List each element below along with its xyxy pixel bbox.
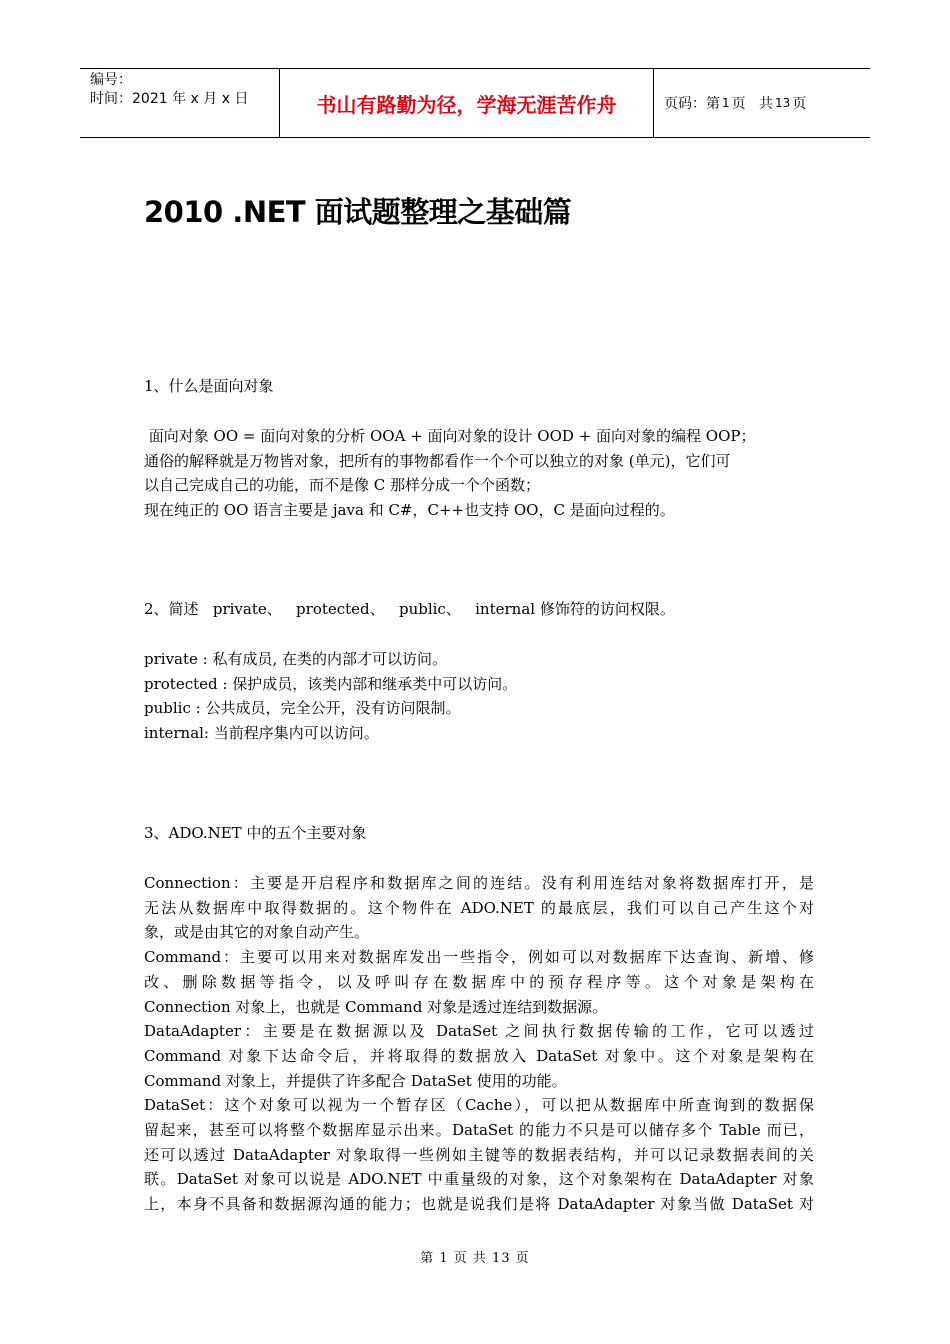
code-label: 编号： (90, 72, 132, 88)
paragraph-line: 面向对象 OO = 面向对象的分析 OOA + 面向对象的设计 OOD + 面向对象的编程 OOP； (144, 427, 756, 445)
section-1-heading (144, 374, 814, 399)
paragraph-line: Command 对象下达命令后，并将取得的数据放入 DataSet 对象中。这个对象是架构在 (144, 1046, 814, 1065)
header-page-info (654, 69, 870, 137)
paragraph-line: 以自己完成自己的功能，而不是像 C 那样分成一个个函数； (144, 476, 541, 495)
section-heading: 1、什么是面向对象 (144, 377, 274, 395)
paragraph-line: Connection：主要是开启程序和数据库之间的连结。没有利用连结对象将数据库打开，是 (144, 874, 814, 892)
date-line: 时间：2021 年 x 月 x 日 (90, 91, 249, 107)
section-heading: 3、ADO.NET 中的五个主要对象 (144, 824, 367, 842)
section-3-body (144, 871, 814, 1217)
paragraph-line: 留起来，甚至可以将整个数据库显示出来。DataSet 的能力不只是可以储存多个 Table 而已， (144, 1121, 814, 1140)
document-title: 2010 .NET 面试题整理之基础篇 (144, 195, 572, 229)
section-2-body (144, 647, 814, 746)
section-heading: 2、简述 private、 protected、 public、 internal 修饰符的访问权限。 (144, 600, 675, 618)
paragraph-line: 通俗的解释就是万物皆对象，把所有的事物都看作一个个可以独立的对象 (单元)，它们可 (144, 451, 731, 470)
paragraph-line: public : 公共成员，完全公开，没有访问限制。 (144, 699, 461, 718)
header-motto: 书山有路勤为径，学海无涯苦作舟 (280, 69, 654, 137)
header-meta (80, 69, 280, 137)
section-1-body (144, 424, 814, 523)
paragraph-line: 还可以透过 DataAdapter 对象取得一些例如主键等的数据表结构，并可以记录数据表间的关 (144, 1145, 814, 1164)
paragraph-line: Command 对象上，并提供了许多配合 DataSet 使用的功能。 (144, 1071, 567, 1090)
page-prefix: 页码：第 (664, 96, 720, 112)
paragraph-line: 联。DataSet 对象可以说是 ADO.NET 中重量级的对象，这个对象架构在 DataAdapter 对象 (144, 1170, 814, 1189)
paragraph-line: 象，或是由其它的对象自动产生。 (144, 923, 370, 942)
paragraph-line: DataAdapter：主要是在数据源以及 DataSet 之间执行数据传输的工作，它可以透过 (144, 1022, 814, 1041)
paragraph-line: Connection 对象上，也就是 Command 对象是透过连结到数据源。 (144, 997, 608, 1016)
page-number: 1 (722, 96, 730, 110)
page-mid: 页 共 (731, 96, 773, 112)
document-header (80, 68, 870, 138)
page-footer: 第 1 页 共 13 页 (420, 1251, 530, 1266)
paragraph-line: protected : 保护成员，该类内部和继承类中可以访问。 (144, 674, 518, 693)
section-3-heading (144, 821, 814, 846)
paragraph-line: 现在纯正的 OO 语言主要是 java 和 C#，C++也支持 OO，C 是面向过程的。 (144, 501, 675, 520)
page-suffix: 页 (792, 96, 807, 112)
paragraph-line: private : 私有成员, 在类的内部才可以访问。 (144, 650, 448, 668)
paragraph-line: 上，本身不具备和数据源沟通的能力；也就是说我们是将 DataAdapter 对象当做 DataSet 对 (144, 1195, 814, 1214)
paragraph-line: internal: 当前程序集内可以访问。 (144, 724, 379, 743)
section-2-heading (144, 597, 814, 622)
paragraph-line: 改、删除数据等指令，以及呼叫存在数据库中的预存程序等。这个对象是架构在 (144, 972, 814, 991)
paragraph-line: DataSet：这个对象可以视为一个暂存区（Cache），可以把从数据库中所查询到的数据保 (144, 1096, 814, 1115)
page-total: 13 (775, 96, 791, 110)
paragraph-line: Command：主要可以用来对数据库发出一些指令，例如可以对数据库下达查询、新增、修 (144, 948, 814, 967)
paragraph-line: 无法从数据库中取得数据的。这个物件在 ADO.NET 的最底层，我们可以自己产生这个对 (144, 898, 814, 917)
